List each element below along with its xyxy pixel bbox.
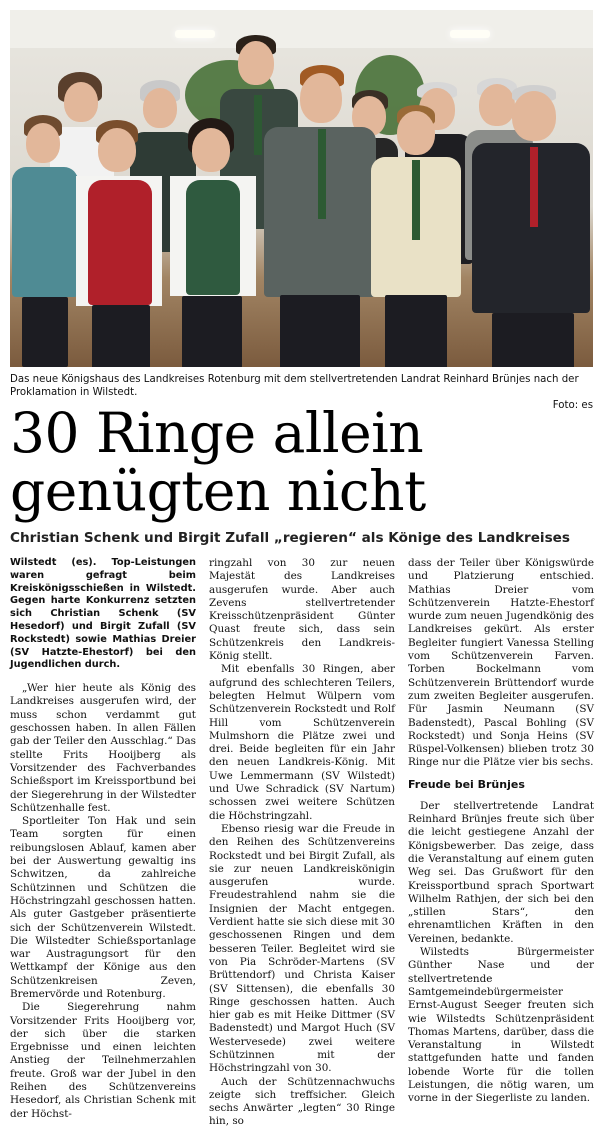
subheadline: Christian Schenk und Birgit Zufall „regieren“ als Könige des Landkreises	[10, 530, 570, 546]
ceiling-lamp	[450, 30, 490, 38]
article-column-3	[408, 557, 594, 1106]
ceiling-lamp	[175, 30, 215, 38]
crosshead: Freude bei Brünjes	[408, 777, 525, 791]
body-paragraph: ringzahl von 30 zur neuen Majestät des Landkreises ausgerufen wurde. Aber auch Zevens stellvertretender Kreisschützenpräsident Günter Quast freute sich, dass sein Schützenkreis den Landkreis-König stellt.	[209, 557, 395, 663]
photo-credit: Foto: es	[552, 400, 593, 411]
body-paragraph: Sportleiter Ton Hak und sein Team sorgten für einen reibungslosen Ablauf, kamen aber bei der Auswertung gewaltig ins Schwitzen, da zahlreiche Schützinnen und Schützen die Höchstringzahl geschossen hatten. Als guter Gastgeber präsentierte sich der Schützenverein Wilstedt. Die Wilstedter Schießsportanlage war Austragungsort für den Wettkampf der Könige aus den Schützenkreisen Zeven, Bremervörde und Rotenburg.	[10, 815, 196, 1000]
body-paragraph: Auch der Schützennachwuchs zeigte sich treffsicher. Gleich sechs Anwärter „legten“ 30 Ringe hin, so	[209, 1075, 395, 1128]
body-paragraph: Der stellvertretende Landrat Reinhard Brünjes freute sich über die leicht gestiegene Anzahl der Königsbewerber. Das zeige, dass die Veranstaltung auf einem guten Weg sei. Das Grußwort für den Kreissportbund sprach Sportwart Wilhelm Rathjen, der sich bei den „stillen Stars“, den ehrenamtlichen Kräften in den Vereinen, bedankte.	[408, 799, 594, 945]
article-column-2	[209, 557, 395, 1129]
person	[472, 85, 592, 367]
group-photo	[10, 10, 593, 367]
body-paragraph: dass der Teiler über Königswürde und Platzierung entschied. Mathias Dreier vom Schützenverein Hatzte-Ehestorf wurde zum neuen Jugendkönig des Landkreises gekürt. Als erster Begleiter fungiert Vanessa Stelling vom Schützenverein Farven. Torben Bockelmann vom Schützenverein Brüttendorf wurde zum zweiten Begleiter ausgerufen. Für Jasmin Neumann (SV Badenstedt), Pascal Bohling (SV Rockstedt) und Sonja Heins (SV Rüspel-Volkensen) blieben trotz 30 Ringe nur die Plätze vier bis sechs.	[408, 557, 594, 769]
caption-text: Das neue Königshaus des Landkreises Rotenburg mit dem stellvertretenden Landrat Reinhard Brünjes nach der Proklamation in Wilstedt.	[10, 374, 579, 398]
lead-paragraph: Wilstedt (es). Top-Leistungen waren gefragt beim Kreiskönigsschießen in Wilstedt. Gegen harte Konkurrenz setzten sich Christian Schenk (SV Hesedorf) und Birgit Zufall (SV Rockstedt) sowie Mathias Dreier (SV Hatzte-Ehestorf) bei den Jugendlichen durch.	[10, 557, 196, 671]
headline-line-2: genügten nicht	[10, 459, 426, 523]
person	[260, 65, 380, 367]
headline	[10, 401, 595, 523]
person	[365, 105, 465, 367]
headline-line-1: 30 Ringe allein	[10, 401, 424, 465]
person	[162, 118, 262, 367]
article-column-1	[10, 557, 196, 1121]
ceiling	[10, 10, 593, 48]
body-paragraph: „Wer hier heute als König des Landkreises ausgerufen wird, der muss schon verdammt gut geschossen haben. In allen Fällen gab der Teiler den Ausschlag.“ Das stellte Frits Hooijberg als Vorsitzender des Fachverbandes Schießsport im Kreissportbund bei der Siegerehrung in der Wilstedter Schützenhalle fest.	[10, 682, 196, 814]
body-paragraph: Mit ebenfalls 30 Ringen, aber aufgrund des schlechteren Teilers, belegten Helmut Wülpern vom Schützenverein Rockstedt und Rolf Hill vom Schützenverein Mulmshorn die Plätze zwei und drei. Beide begleiten für ein Jahr den neuen Landkreis-König. Mit Uwe Lemmermann (SV Wilstedt) und Uwe Schradick (SV Nartum) schossen zwei weitere Schützen die Höchstringzahl.	[209, 663, 395, 822]
body-paragraph: Die Siegerehrung nahm Vorsitzender Frits Hooijberg vor, der sich über die starken Ergebnisse und einen leichten Anstieg der Teilnehmerzahlen freute. Groß war der Jubel in den Reihen des Schützenvereins Hesedorf, als Christian Schenk mit der Höchst-	[10, 1001, 196, 1120]
body-paragraph: Wilstedts Bürgermeister Günther Nase und der stellvertretende Samtgemeindebürgermeister Ernst-August Seeger freuten sich wie Wilstedts Schützenpräsident Thomas Martens, darüber, dass die Veranstaltung in Wilstedt stattgefunden hatte und fanden lobende Worte für die tollen Leistungen, die nötig waren, um vorne in der Siegerliste zu landen.	[408, 946, 594, 1105]
person	[68, 120, 168, 367]
body-paragraph: Ebenso riesig war die Freude in den Reihen des Schützenvereins Rockstedt und bei Birgit Zufall, als sie zur neuen Landkreiskönigin ausgerufen wurde. Freudestrahlend nahm sie die Insignien der Macht entgegen. Verdient hatte sie sich diese mit 30 geschossenen Ringen und dem besseren Teiler. Begleitet wird sie von Pia Schröder-Martens (SV Brüttendorf) und Christa Kaiser (SV Sittensen), die ebenfalls 30 Ringe geschossen hatten. Auch hier gab es mit Heike Dittmer (SV Badenstedt) und Margot Huch (SV Westervesede) zwei weitere Schützinnen mit der Höchstringzahl von 30.	[209, 822, 396, 1075]
